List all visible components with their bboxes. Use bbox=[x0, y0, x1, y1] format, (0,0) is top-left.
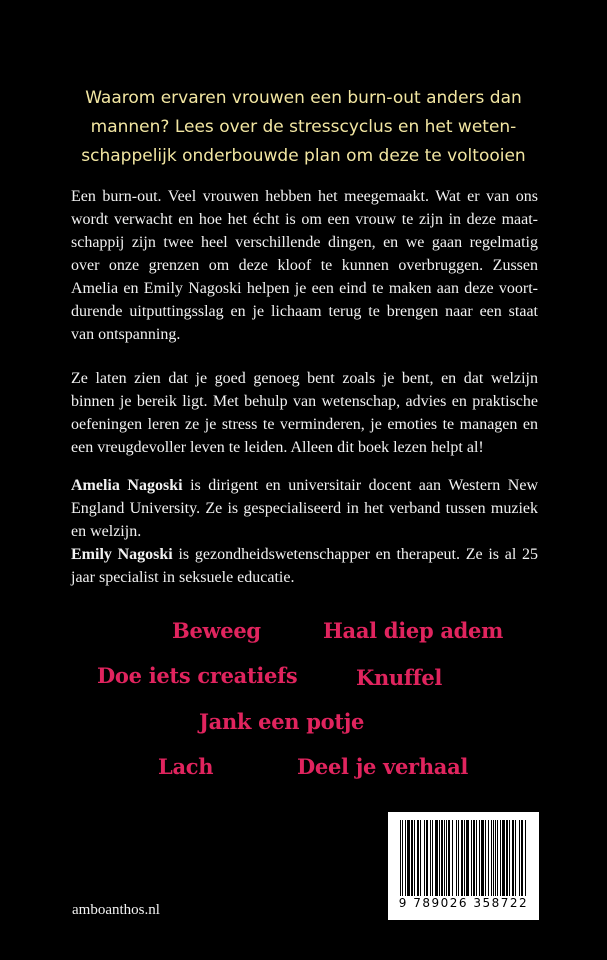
barcode-bar bbox=[519, 820, 520, 896]
barcode-bar bbox=[471, 820, 472, 896]
slogan-jank-een-potje: Jank een potje bbox=[199, 709, 365, 734]
barcode-bar bbox=[426, 820, 428, 896]
text-line: oefeningen leren ze je stress te verminderen, je emoties te managen en bbox=[71, 416, 538, 433]
barcode-bar bbox=[446, 820, 447, 896]
barcode-bar bbox=[407, 820, 410, 896]
barcode-bar bbox=[521, 820, 523, 896]
barcode-bar bbox=[495, 820, 496, 896]
text-line: en welzijn. bbox=[71, 523, 142, 540]
slogan-knuffel: Knuffel bbox=[356, 665, 443, 690]
barcode-bar bbox=[493, 820, 494, 896]
barcode-bar bbox=[485, 820, 486, 896]
barcode-bar bbox=[488, 820, 489, 896]
barcode-bars bbox=[400, 820, 527, 896]
text-line: binnen je bereik ligt. Met behulp van wetenschap, advies en praktische bbox=[71, 393, 538, 410]
author-bio-text: is gezondheidswetenschapper en therapeut. Ze is al 25 bbox=[172, 546, 538, 563]
barcode-bar bbox=[420, 820, 421, 896]
text-line bbox=[71, 474, 538, 497]
barcode-bar bbox=[515, 820, 516, 896]
barcode bbox=[388, 812, 539, 920]
barcode-bar bbox=[466, 820, 469, 896]
barcode-bar bbox=[525, 820, 526, 896]
barcode-bar bbox=[417, 820, 419, 896]
barcode-bar bbox=[500, 820, 501, 896]
barcode-bar bbox=[441, 820, 443, 896]
barcode-bar bbox=[473, 820, 475, 896]
barcode-bar bbox=[512, 820, 514, 896]
text-line: Een burn-out. Veel vrouwen hebben het meegemaakt. Wat er van ons bbox=[71, 188, 538, 205]
text-line: jaar specialist in seksuele educatie. bbox=[71, 569, 295, 586]
barcode-bar bbox=[506, 820, 508, 896]
barcode-bar bbox=[476, 820, 477, 896]
barcode-bar bbox=[479, 820, 480, 896]
author-bios bbox=[71, 474, 538, 589]
description-paragraph-1 bbox=[71, 185, 538, 346]
barcode-bar bbox=[464, 820, 465, 896]
author-name-emily: Emily Nagoski bbox=[71, 546, 173, 563]
tagline-line: schappelijk onderbouwde plan om deze te voltooien bbox=[81, 146, 526, 166]
author-bio-text: is dirigent en universitair docent aan Western New bbox=[182, 477, 539, 494]
tagline-line: Waarom ervaren vrouwen een burn-out anders dan bbox=[85, 88, 522, 108]
barcode-bar bbox=[400, 820, 401, 896]
slogan-deel-je-verhaal: Deel je verhaal bbox=[297, 754, 469, 779]
tagline bbox=[60, 84, 547, 171]
barcode-bar bbox=[402, 820, 403, 896]
isbn-digits: 9 789026 358722 bbox=[398, 896, 529, 910]
slogan-beweeg: Beweeg bbox=[172, 618, 261, 643]
barcode-bar bbox=[509, 820, 510, 896]
barcode-bar bbox=[405, 820, 406, 896]
barcode-bar bbox=[435, 820, 438, 896]
barcode-bar bbox=[456, 820, 457, 896]
author-name-amelia: Amelia Nagoski bbox=[71, 477, 183, 494]
publisher-website: amboanthos.nl bbox=[72, 902, 160, 918]
slogan-lach: Lach bbox=[158, 754, 214, 779]
text-line: Ze laten zien dat je goed genoeg bent zoals je bent, en dat welzijn bbox=[71, 370, 538, 387]
barcode-bar bbox=[461, 820, 463, 896]
barcode-bar bbox=[458, 820, 459, 896]
tagline-line: mannen? Lees over de stresscyclus en het weten- bbox=[90, 117, 517, 137]
barcode-bar bbox=[424, 820, 425, 896]
barcode-bar bbox=[439, 820, 440, 896]
barcode-bar bbox=[481, 820, 484, 896]
text-line: Amelia en Emily Nagoski helpen je een eind te maken aan deze voort- bbox=[71, 280, 538, 297]
barcode-bar bbox=[497, 820, 498, 896]
barcode-bar bbox=[444, 820, 445, 896]
barcode-bar bbox=[430, 820, 431, 896]
barcode-bar bbox=[448, 820, 450, 896]
text-line: over onze grenzen om deze kloof te kunnen overbruggen. Zussen bbox=[71, 257, 538, 274]
barcode-bar bbox=[432, 820, 433, 896]
description-paragraph-2 bbox=[71, 367, 538, 459]
barcode-bar bbox=[411, 820, 413, 896]
text-line: England University. Ze is gespecialiseerd in het verband tussen muziek bbox=[71, 500, 538, 517]
barcode-bar bbox=[502, 820, 505, 896]
barcode-bar bbox=[491, 820, 492, 896]
text-line: schappij zijn twee heel verschillende dingen, en we gaan regelmatig bbox=[71, 234, 538, 251]
barcode-bar bbox=[414, 820, 415, 896]
barcode-bar bbox=[452, 820, 453, 896]
text-line: van ontspanning. bbox=[71, 326, 181, 343]
slogan-haal-diep-adem: Haal diep adem bbox=[323, 618, 504, 643]
text-line: wordt verwacht en hoe het écht is om een vrouw te zijn in deze maat- bbox=[71, 211, 538, 228]
text-line: durende uitputtingsslag en je lichaam terug te brengen naar een staat bbox=[71, 303, 538, 320]
text-line bbox=[71, 543, 538, 566]
slogan-doe-iets-creatiefs: Doe iets creatiefs bbox=[97, 663, 298, 688]
text-line: een vreugdevoller leven te leiden. Alleen dit boek lezen helpt al! bbox=[71, 439, 484, 456]
